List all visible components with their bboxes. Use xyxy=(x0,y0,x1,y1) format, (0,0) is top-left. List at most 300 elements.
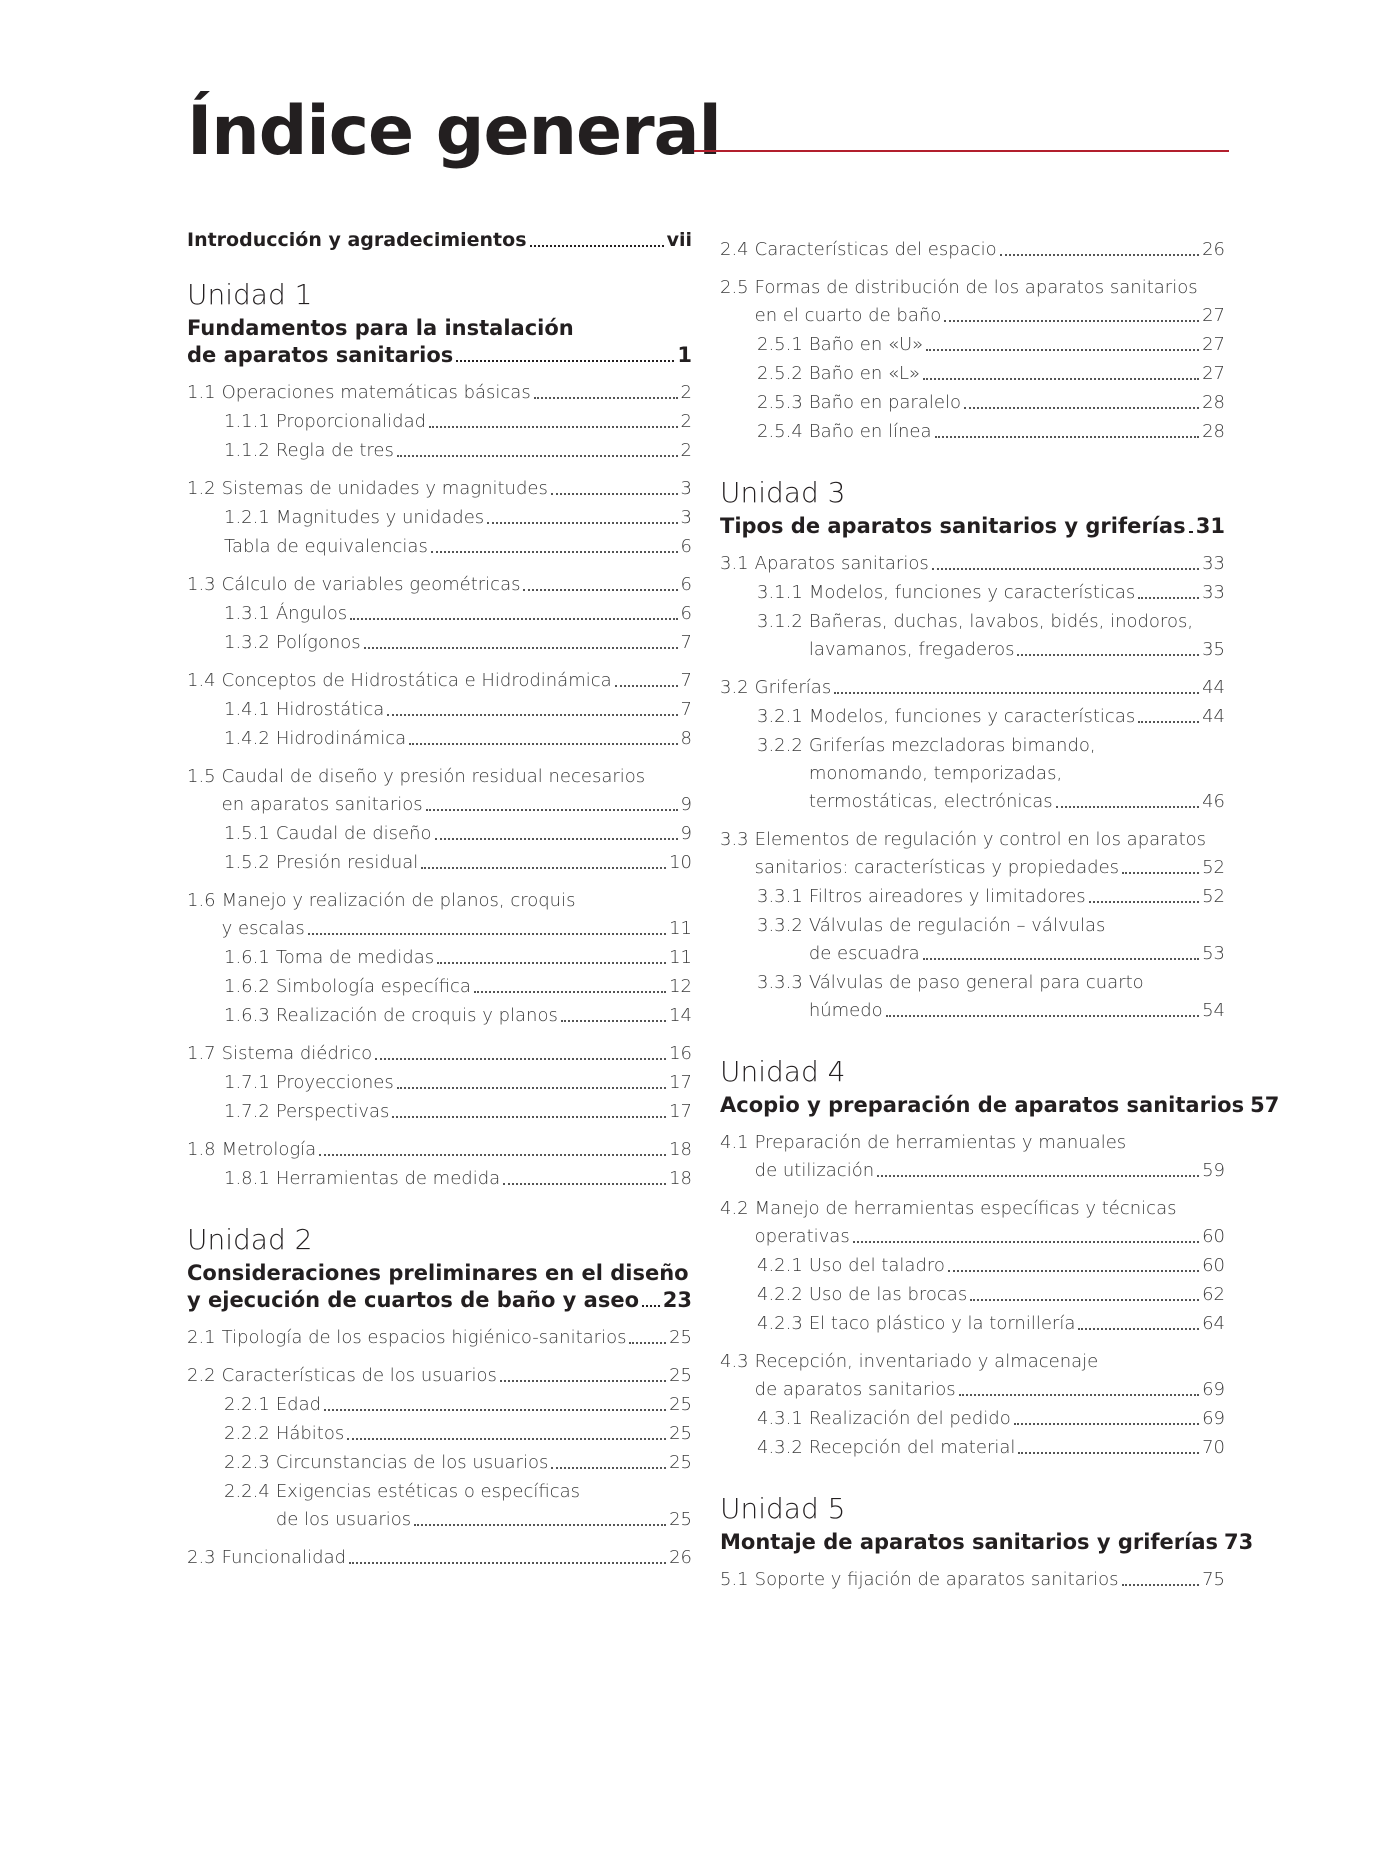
toc-entry-last-line xyxy=(222,915,692,943)
toc-entry-text: Presión residual xyxy=(275,852,419,873)
toc-entry-text: Características del espacio xyxy=(754,239,997,260)
toc-entry[interactable] xyxy=(187,629,692,657)
toc-entry-last-line xyxy=(276,944,692,972)
toc-entry-text: Funcionalidad xyxy=(221,1547,347,1568)
toc-entry-body xyxy=(809,1281,1225,1309)
toc-entry-page: 28 xyxy=(1202,421,1225,442)
toc-entry-text: Características de los usuarios xyxy=(221,1365,497,1386)
toc-entry-page: 27 xyxy=(1202,363,1225,384)
toc-entry-text-line: Preparación de herramientas y manuales xyxy=(754,1132,1127,1153)
toc-entry[interactable] xyxy=(187,533,692,561)
toc-entry-text-line: Bañeras, duchas, lavabos, bidés, inodoros, xyxy=(808,611,1194,632)
toc-entry-body xyxy=(276,408,692,436)
dot-leader xyxy=(932,568,1199,570)
toc-entry-body xyxy=(755,1566,1225,1594)
toc-entry-last-line xyxy=(222,667,692,695)
dot-leader xyxy=(834,692,1199,694)
toc-entry[interactable] xyxy=(187,763,692,819)
toc-entry[interactable] xyxy=(187,849,692,877)
toc-entry-text: Polígonos xyxy=(275,632,361,653)
toc-entry-page: 46 xyxy=(1202,791,1225,812)
toc-entry-text: Realización del pedido xyxy=(808,1408,1011,1429)
toc-entry-page: 7 xyxy=(680,699,692,720)
toc-entry[interactable] xyxy=(720,912,1225,968)
toc-entry-text: operativas xyxy=(754,1226,850,1247)
toc-entry-page: 11 xyxy=(669,947,692,968)
toc-entry-number: 3.2.2 xyxy=(757,735,803,756)
toc-entry[interactable] xyxy=(187,1002,692,1030)
toc-entry-page: 6 xyxy=(680,603,692,624)
toc-entry-last-line xyxy=(222,1324,692,1352)
toc-entry-text: Operaciones matemáticas básicas xyxy=(221,382,531,403)
toc-entry-number: 1.5 xyxy=(187,766,216,787)
toc-entry[interactable] xyxy=(187,1420,692,1448)
toc-entry-body xyxy=(276,437,692,465)
toc-entry-body xyxy=(755,274,1225,330)
toc-entry[interactable] xyxy=(720,418,1225,446)
toc-entry[interactable] xyxy=(187,1040,692,1068)
toc-entry-number: 2.4 xyxy=(720,239,749,260)
toc-entry-body xyxy=(276,1478,692,1534)
toc-entry[interactable] xyxy=(720,674,1225,702)
toc-entry-text: Ángulos xyxy=(275,603,348,624)
dot-leader xyxy=(629,1342,666,1344)
toc-entry[interactable] xyxy=(187,504,692,532)
toc-entry-last-line xyxy=(276,600,692,628)
toc-entry[interactable] xyxy=(720,732,1225,816)
toc-entry-number: 1.4.1 xyxy=(224,699,270,720)
toc-entry-body xyxy=(222,1040,692,1068)
toc-entry-page: 60 xyxy=(1202,1255,1225,1276)
toc-entry-last-line xyxy=(222,1362,692,1390)
toc-entry-text-line: Manejo de herramientas específicas y técnicas xyxy=(754,1198,1177,1219)
toc-entry[interactable] xyxy=(187,1136,692,1164)
toc-entry-number: 1.2 xyxy=(187,478,216,499)
dot-leader xyxy=(561,1020,666,1022)
toc-entry-body xyxy=(809,1252,1225,1280)
toc-entry-number: 3.2 xyxy=(720,677,749,698)
toc-entry-last-line xyxy=(809,1281,1225,1309)
toc-entry-last-line xyxy=(276,629,692,657)
toc-entry[interactable] xyxy=(720,1129,1225,1185)
unit-title-line: Acopio y preparación de aparatos sanitarios xyxy=(720,1093,1245,1117)
unit-title-line: y ejecución de cuartos de baño y aseo xyxy=(187,1288,640,1312)
dot-leader xyxy=(364,647,678,649)
toc-entry-page: 3 xyxy=(680,478,692,499)
toc-entry-last-line xyxy=(809,883,1225,911)
toc-entry[interactable] xyxy=(187,1362,692,1390)
unit-label: Unidad 5 xyxy=(720,1492,846,1525)
toc-entry-last-line xyxy=(276,1165,692,1193)
toc-entry[interactable] xyxy=(187,1391,692,1419)
toc-entry-body xyxy=(222,475,692,503)
unit-title-page: 23 xyxy=(662,1288,692,1312)
toc-entry-body xyxy=(222,379,692,407)
dot-leader xyxy=(877,1175,1199,1177)
dot-leader xyxy=(1078,1328,1199,1330)
dot-leader xyxy=(487,522,677,524)
toc-entry-body xyxy=(809,1434,1225,1462)
toc-entry-number: 1.1 xyxy=(187,382,216,403)
toc-entry-body xyxy=(755,550,1225,578)
toc-entry-page: 33 xyxy=(1202,553,1225,574)
unit-label: Unidad 1 xyxy=(187,278,313,311)
toc-entry-page: 12 xyxy=(669,976,692,997)
toc-entry[interactable] xyxy=(187,973,692,1001)
toc-entry-text: Tabla de equivalencias xyxy=(224,536,428,557)
toc-entry[interactable] xyxy=(187,1069,692,1097)
dot-leader xyxy=(1089,901,1199,903)
toc-entry[interactable] xyxy=(187,887,692,943)
toc-entry-last-line xyxy=(809,579,1225,607)
toc-entry-text: en aparatos sanitarios xyxy=(221,794,423,815)
toc-entry[interactable] xyxy=(187,944,692,972)
toc-entry-last-line xyxy=(222,379,692,407)
dot-leader xyxy=(349,1562,666,1564)
toc-entry-text: de utilización xyxy=(754,1160,875,1181)
toc-entry-number: 1.4 xyxy=(187,670,216,691)
toc-entry-last-line xyxy=(276,696,692,724)
toc-entry-number: 3.1 xyxy=(720,553,749,574)
toc-entry-number: 2.5.2 xyxy=(757,363,803,384)
toc-entry-body xyxy=(755,826,1225,882)
dot-leader xyxy=(923,958,1199,960)
toc-entry-text-line: monomando, temporizadas, xyxy=(808,763,1063,784)
unit-title-page: 1 xyxy=(677,343,692,367)
toc-entry-text: Sistemas de unidades y magnitudes xyxy=(221,478,548,499)
toc-column-right xyxy=(720,226,1280,1594)
dot-leader xyxy=(503,1183,666,1185)
toc-entry[interactable] xyxy=(187,1478,692,1534)
toc-entry[interactable] xyxy=(187,725,692,753)
toc-entry-last-line xyxy=(809,1434,1225,1462)
toc-entry-last-line xyxy=(755,1223,1225,1251)
toc-entry[interactable] xyxy=(187,600,692,628)
toc-entry-body xyxy=(276,629,692,657)
dot-leader xyxy=(964,407,1199,409)
toc-entry-number: 3.3.1 xyxy=(757,886,803,907)
toc-entry-body xyxy=(755,236,1225,264)
toc-entry-body xyxy=(809,418,1225,446)
dot-leader xyxy=(409,743,677,745)
toc-entry-number: 1.1.2 xyxy=(224,440,270,461)
toc-entry-page: 75 xyxy=(1202,1569,1225,1590)
toc-entry-text: Edad xyxy=(275,1394,322,1415)
toc-entry-body xyxy=(276,849,692,877)
dot-leader xyxy=(970,1299,1199,1301)
toc-entry-last-line xyxy=(276,1506,692,1534)
toc-entry-number: 1.6.2 xyxy=(224,976,270,997)
toc-entry-text: Toma de medidas xyxy=(275,947,435,968)
unit-title-line: Consideraciones preliminares en el diseño xyxy=(187,1261,689,1285)
toc-entry-body xyxy=(809,360,1225,388)
toc-entry[interactable] xyxy=(720,236,1225,264)
dot-leader xyxy=(1189,531,1193,533)
toc-entry[interactable] xyxy=(720,1566,1225,1594)
toc-entry-body xyxy=(809,703,1225,731)
toc-entry-body xyxy=(276,696,692,724)
toc-entry[interactable] xyxy=(720,1348,1225,1404)
dot-leader xyxy=(429,426,678,428)
dot-leader xyxy=(926,349,1199,351)
toc-entry-page: 18 xyxy=(669,1139,692,1160)
toc-entry-text-line: Manejo y realización de planos, croquis xyxy=(221,890,576,911)
unit-title[interactable] xyxy=(187,315,692,369)
toc-entry-text: Simbología específica xyxy=(275,976,471,997)
toc-entry-number: 3.3.3 xyxy=(757,972,803,993)
toc-entry-last-line xyxy=(755,1566,1225,1594)
toc-entry[interactable] xyxy=(187,571,692,599)
dot-leader xyxy=(1056,806,1199,808)
toc-entry-body xyxy=(276,1449,692,1477)
toc-entry-last-line xyxy=(222,475,692,503)
toc-entry-page: 16 xyxy=(669,1043,692,1064)
toc-entry-page: 69 xyxy=(1202,1408,1225,1429)
unit2-entries xyxy=(187,1324,692,1572)
dot-leader xyxy=(350,618,677,620)
toc-entry-number: 3.1.2 xyxy=(757,611,803,632)
toc-entry-number: 1.7.1 xyxy=(224,1072,270,1093)
toc-entry[interactable] xyxy=(720,703,1225,731)
toc-entry-number: 4.1 xyxy=(720,1132,749,1153)
toc-entry-number: 4.2.2 xyxy=(757,1284,803,1305)
toc-entry[interactable] xyxy=(187,437,692,465)
dot-leader xyxy=(437,962,666,964)
toc-entry-text: Aparatos sanitarios xyxy=(754,553,929,574)
toc-entry-text: Regla de tres xyxy=(275,440,394,461)
toc-entry-last-line xyxy=(276,504,692,532)
toc-entry[interactable] xyxy=(720,826,1225,882)
toc-entry-last-line xyxy=(809,997,1225,1025)
toc-entry-last-line xyxy=(809,788,1225,816)
toc-entry-number: 3.3.2 xyxy=(757,915,803,936)
unit1-entries xyxy=(187,379,692,1193)
toc-entry-body xyxy=(809,389,1225,417)
toc-entry[interactable] xyxy=(720,550,1225,578)
dot-leader xyxy=(421,867,666,869)
toc-entry-text-line: Elementos de regulación y control en los aparatos xyxy=(754,829,1207,850)
toc-entry-text-line: Válvulas de paso general para cuarto xyxy=(808,972,1144,993)
toc-entry[interactable] xyxy=(187,408,692,436)
toc-entry-text-line: Recepción, inventariado y almacenaje xyxy=(754,1351,1099,1372)
toc-entry-text: Baño en «U» xyxy=(808,334,924,355)
toc-entry-body xyxy=(222,571,692,599)
toc-entry-body xyxy=(809,1310,1225,1338)
toc-entry[interactable] xyxy=(720,1252,1225,1280)
toc-entry[interactable] xyxy=(720,331,1225,359)
toc-entry-last-line xyxy=(809,1252,1225,1280)
toc-entry-body xyxy=(276,504,692,532)
toc-entry-last-line xyxy=(809,389,1225,417)
toc-entry-body xyxy=(276,944,692,972)
toc-entry[interactable] xyxy=(187,1449,692,1477)
toc-entry[interactable] xyxy=(187,1324,692,1352)
toc-entry-last-line xyxy=(222,1136,692,1164)
toc-entry-body xyxy=(222,763,692,819)
toc-entry-body xyxy=(222,1136,692,1164)
toc-entry-last-line xyxy=(755,1157,1225,1185)
toc-entry-body xyxy=(755,1129,1225,1185)
toc-entry-text: Conceptos de Hidrostática e Hidrodinámica xyxy=(221,670,612,691)
toc-entry-page: 28 xyxy=(1202,392,1225,413)
toc-entry-text: Realización de croquis y planos xyxy=(275,1005,558,1026)
toc-entry-number: 2.2.2 xyxy=(224,1423,270,1444)
toc-entry[interactable] xyxy=(720,1310,1225,1338)
toc-entry-body xyxy=(809,883,1225,911)
dot-leader xyxy=(853,1241,1199,1243)
toc-entry-text: Perspectivas xyxy=(275,1101,390,1122)
dot-leader xyxy=(935,436,1200,438)
toc-entry[interactable] xyxy=(720,1405,1225,1433)
toc-entry-page: 44 xyxy=(1202,677,1225,698)
toc-entry[interactable] xyxy=(720,883,1225,911)
toc-entry-number: 4.2.1 xyxy=(757,1255,803,1276)
toc-entry-page: 25 xyxy=(669,1394,692,1415)
toc-entry-text: Uso de las brocas xyxy=(808,1284,968,1305)
dot-leader xyxy=(1014,1423,1199,1425)
toc-entry-text: El taco plástico y la tornillería xyxy=(808,1313,1076,1334)
toc-entry[interactable] xyxy=(720,360,1225,388)
toc-entry-text: Tipología de los espacios higiénico-sanitarios xyxy=(221,1327,627,1348)
toc-entry[interactable] xyxy=(720,608,1225,664)
toc-entry[interactable] xyxy=(720,274,1225,330)
unit-label: Unidad 3 xyxy=(720,476,846,509)
toc-entry-page: 2 xyxy=(680,440,692,461)
toc-entry-number: 2.1 xyxy=(187,1327,216,1348)
toc-entry-last-line xyxy=(276,725,692,753)
unit-title-page: 31 xyxy=(1195,514,1225,538)
toc-entry-page: 27 xyxy=(1202,334,1225,355)
toc-entry-last-line xyxy=(276,408,692,436)
unit3-entries xyxy=(720,550,1225,1025)
toc-entry-number: 4.2.3 xyxy=(757,1313,803,1334)
toc-entry[interactable] xyxy=(720,579,1225,607)
toc-entry-number: 2.2.4 xyxy=(224,1481,270,1502)
toc-entry-text: Hidrodinámica xyxy=(275,728,407,749)
toc-entry-text: Hábitos xyxy=(275,1423,345,1444)
toc-entry-page: 44 xyxy=(1202,706,1225,727)
unit-title-line: Montaje de aparatos sanitarios y griferías xyxy=(720,1530,1219,1554)
toc-entry-page: 3 xyxy=(680,507,692,528)
toc-entry[interactable] xyxy=(187,696,692,724)
toc-entry-page: 6 xyxy=(680,536,692,557)
toc-entry-page: 17 xyxy=(669,1101,692,1122)
dot-leader xyxy=(534,397,678,399)
toc-entry[interactable] xyxy=(720,389,1225,417)
toc-entry-body xyxy=(276,600,692,628)
toc-entry-last-line xyxy=(222,1040,692,1068)
unit-title[interactable] xyxy=(187,1260,692,1314)
toc-entry-number: 1.3.2 xyxy=(224,632,270,653)
toc-entry[interactable] xyxy=(187,667,692,695)
toc-entry-page: vii xyxy=(666,229,692,251)
toc-entry-number: 1.1.1 xyxy=(224,411,270,432)
toc-entry-number: 1.6.3 xyxy=(224,1005,270,1026)
toc-entry-number: 1.2.1 xyxy=(224,507,270,528)
toc-entry[interactable] xyxy=(720,1195,1225,1251)
dot-leader xyxy=(959,1394,1199,1396)
toc-entry-page: 9 xyxy=(680,823,692,844)
toc-entry-number: 1.6 xyxy=(187,890,216,911)
dot-leader xyxy=(414,1524,666,1526)
toc-entry-text: Magnitudes y unidades xyxy=(275,507,485,528)
toc-entry-page: 11 xyxy=(669,918,692,939)
unit-title-line: Fundamentos para la instalación xyxy=(187,316,574,340)
toc-entry[interactable] xyxy=(187,1544,692,1572)
toc-entry-text: Metrología xyxy=(221,1139,317,1160)
toc-entry-number: 1.4.2 xyxy=(224,728,270,749)
toc-entry-body xyxy=(755,674,1225,702)
toc-entry-last-line xyxy=(276,820,692,848)
unit-title-line: de aparatos sanitarios xyxy=(187,343,454,367)
toc-entry-number: 2.5.3 xyxy=(757,392,803,413)
toc-entry[interactable] xyxy=(187,1165,692,1193)
toc-entry-number: 2.5 xyxy=(720,277,749,298)
toc-entry-last-line xyxy=(809,1310,1225,1338)
toc-entry[interactable] xyxy=(187,820,692,848)
toc-entry-text: Baño en línea xyxy=(808,421,932,442)
toc-entry[interactable] xyxy=(720,1281,1225,1309)
toc-entry-body xyxy=(276,820,692,848)
toc-entry-last-line xyxy=(276,1391,692,1419)
toc-entry-body xyxy=(809,579,1225,607)
toc-entry-page: 7 xyxy=(680,670,692,691)
toc-entry-text: Caudal de diseño xyxy=(275,823,432,844)
toc-entry-last-line xyxy=(809,331,1225,359)
unit-label: Unidad 4 xyxy=(720,1055,846,1088)
toc-entry-body xyxy=(809,732,1225,816)
unit-title[interactable] xyxy=(720,1529,1254,1556)
page-title: Índice general xyxy=(187,92,721,171)
toc-entry[interactable] xyxy=(187,475,692,503)
toc-entry-body xyxy=(222,887,692,943)
toc-entry-text: Baño en «L» xyxy=(808,363,921,384)
toc-entry-page: 33 xyxy=(1202,582,1225,603)
unit2-entries-continued xyxy=(720,236,1225,446)
dot-leader xyxy=(944,320,1199,322)
toc-entry-text: en el cuarto de baño xyxy=(754,305,942,326)
toc-entry-text: Circunstancias de los usuarios xyxy=(275,1452,549,1473)
toc-entry-page: 25 xyxy=(669,1327,692,1348)
toc-entry-number: 1.8.1 xyxy=(224,1168,270,1189)
unit-title-page: 73 xyxy=(1224,1530,1254,1554)
toc-entry[interactable] xyxy=(720,1434,1225,1462)
toc-entry-page: 10 xyxy=(669,852,692,873)
toc-intro-entry[interactable] xyxy=(187,226,692,254)
dot-leader xyxy=(387,714,677,716)
toc-entry-number: 3.2.1 xyxy=(757,706,803,727)
unit5-entries xyxy=(720,1566,1225,1594)
toc-entry-last-line xyxy=(809,703,1225,731)
unit-title[interactable] xyxy=(720,513,1225,540)
dot-leader xyxy=(1122,872,1199,874)
toc-entry-number: 2.2.1 xyxy=(224,1394,270,1415)
dot-leader xyxy=(474,991,666,993)
toc-entry-text: Modelos, funciones y características xyxy=(808,706,1136,727)
unit-title[interactable] xyxy=(720,1092,1280,1119)
toc-entry-body xyxy=(276,1391,692,1419)
toc-entry[interactable] xyxy=(720,969,1225,1025)
toc-entry-number: 1.6.1 xyxy=(224,947,270,968)
toc-entry[interactable] xyxy=(187,379,692,407)
toc-entry[interactable] xyxy=(187,1098,692,1126)
toc-entry-number: 1.3 xyxy=(187,574,216,595)
toc-entry-text: Proporcionalidad xyxy=(275,411,427,432)
toc-entry-last-line xyxy=(809,636,1225,664)
toc-entry-number: 4.3.1 xyxy=(757,1408,803,1429)
toc-entry-text: de aparatos sanitarios xyxy=(754,1379,956,1400)
toc-entry-number: 2.2 xyxy=(187,1365,216,1386)
